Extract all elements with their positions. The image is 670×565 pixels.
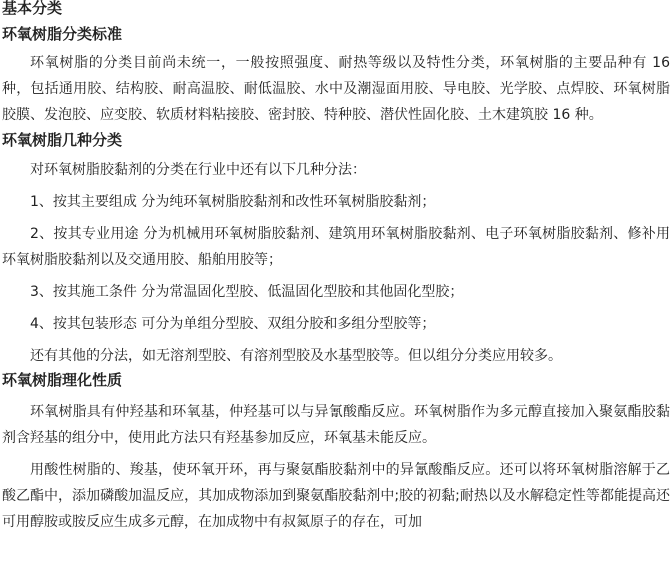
section-heading-basic: 基本分类 [2,0,63,17]
paragraph-standard: 环氧树脂的分类目前尚未统一，一般按照强度、耐热等级以及特性分类，环氧树脂的主要品种有 16 种，包括通用胶、结构胶、耐高温胶、耐低温胶、水中及潮湿面用胶、导电胶、光学胶、点焊胶、环氧树脂胶膜、发泡胶、应变胶、软质材料粘接胶、密封胶、特种胶、潜伏性固化胶、土木建筑胶 16 种。 [2,55,670,123]
list-item-method-3: 3、按其施工条件 分为常温固化型胶、低温固化型胶和其他固化型胶； [30,284,464,300]
section-heading-standard: 环氧树脂分类标准 [2,25,123,43]
section-heading-methods: 环氧树脂几种分类 [2,131,123,149]
paragraph-methods-other: 还有其他的分法，如无溶剂型胶、有溶剂型胶及水基型胶等。但以组分分类应用较多。 [30,348,562,364]
paragraph-methods-intro: 对环氧树脂胶黏剂的分类在行业中还有以下几种分法： [30,162,366,178]
list-item-method-2: 2、按其专业用途 分为机械用环氧树脂胶黏剂、建筑用环氧树脂胶黏剂、电子环氧树脂胶黏剂、修补用环氧树脂胶黏剂以及交通用胶、船舶用胶等； [2,226,670,268]
section-heading-properties: 环氧树脂理化性质 [2,371,123,389]
list-item-method-4: 4、按其包装形态 可分为单组分型胶、双组分胶和多组分型胶等； [30,316,436,332]
paragraph-properties-1: 环氧树脂具有仲羟基和环氧基，仲羟基可以与异氰酸酯反应。环氧树脂作为多元醇直接加入聚氨酯胶黏剂含羟基的组分中，使用此方法只有羟基参加反应，环氧基未能反应。 [2,404,670,446]
list-item-method-1: 1、按其主要组成 分为纯环氧树脂胶黏剂和改性环氧树脂胶黏剂； [30,194,436,210]
paragraph-properties-2: 用酸性树脂的、羧基，使环氧开环，再与聚氨酯胶黏剂中的异氰酸酯反应。还可以将环氧树脂溶解于乙酸乙酯中，添加磷酸加温反应，其加成物添加到聚氨酯胶黏剂中;胶的初黏;耐热以及水解稳定性等都能提高还可用醇胺或胺反应生成多元醇，在加成物中有叔氮原子的存在，可加 [2,462,670,530]
